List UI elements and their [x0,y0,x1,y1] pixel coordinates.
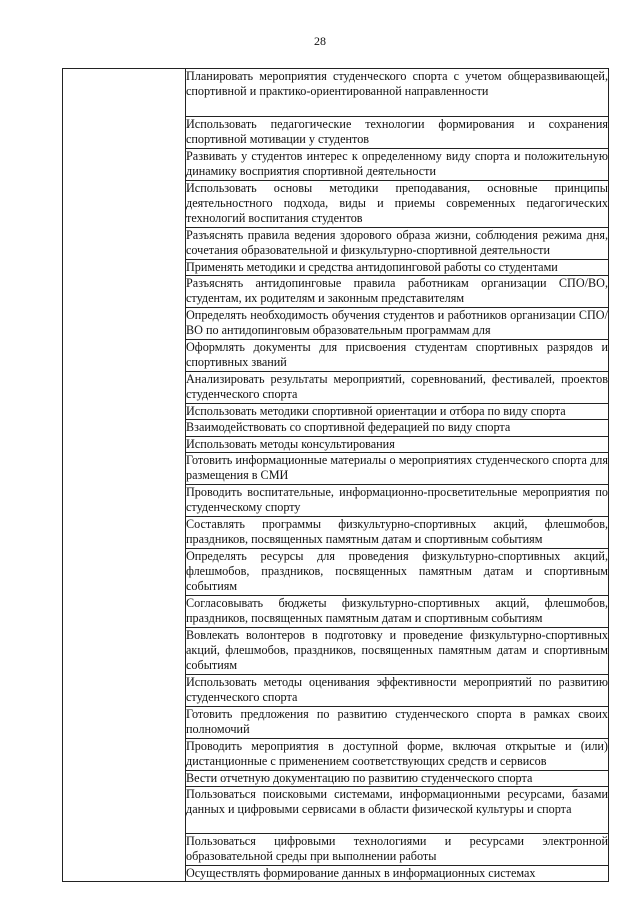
table-cell: Использовать методы оценивания эффективности мероприятий по развитию студенческого спорта [186,674,609,706]
table-cell: Развивать у студентов интерес к определенному виду спорта и положительную динамику восприятия спортивной деятельности [186,149,609,181]
table-cell: Готовить информационные материалы о мероприятиях студенческого спорта для размещения в СМИ [186,452,609,484]
table-cell: Вести отчетную документацию по развитию студенческого спорта [186,770,609,786]
table-cell: Определять необходимость обучения студентов и работников организации СПО/ВО по антидопинговым образовательным программам для [186,308,609,340]
table-cell: Составлять программы физкультурно-спортивных акций, флешмобов, праздников, посвященных памятным датам и спортивным событиям [186,516,609,548]
table-cell: Проводить мероприятия в доступной форме, включая открытые и (или) дистанционные с применением соответствующих средств и сервисов [186,738,609,770]
table-row [63,69,609,117]
table-cell: Пользоваться цифровыми технологиями и ресурсами электронной образовательной среды при выполнении работы [186,834,609,866]
table-cell: Оформлять документы для присвоения студентам спортивных разрядов и спортивных званий [186,340,609,372]
table-cell: Осуществлять формирование данных в информационных системах [186,866,609,882]
skills-table [62,68,609,882]
table-cell: Согласовывать бюджеты физкультурно-спортивных акций, флешмобов, праздников, посвященных памятным датам и спортивным событиям [186,595,609,627]
table-cell: Проводить воспитательные, информационно-просветительные мероприятия по студенческому спорту [186,484,609,516]
table-cell: Пользоваться поисковыми системами, информационными ресурсами, базами данных и цифровыми сервисами в области физической культуры и спорта [186,787,609,834]
table-cell: Разъяснять антидопинговые правила работникам организации СПО/ВО, студентам, их родителям и законным представителям [186,276,609,308]
table-cell: Готовить предложения по развитию студенческого спорта в рамках своих полномочий [186,706,609,738]
table-cell: Использовать методы консультирования [186,436,609,452]
table-cell: Анализировать результаты мероприятий, соревнований, фестивалей, проектов студенческого спорта [186,372,609,404]
table-cell: Использовать педагогические технологии формирования и сохранения спортивной мотивации у студентов [186,117,609,149]
table-cell: Применять методики и средства антидопинговой работы со студентами [186,260,609,276]
table-cell: Вовлекать волонтеров в подготовку и проведение физкультурно-спортивных акций, флешмобов, праздников, посвященных памятным датам и спортивным событиям [186,627,609,674]
table-cell: Взаимодействовать со спортивной федерацией по виду спорта [186,420,609,436]
table-cell: Использовать основы методики преподавания, основные принципы деятельностного подхода, виды и приемы современных педагогических технологий воспитания студентов [186,181,609,228]
table-cell: Разъяснять правила ведения здорового образа жизни, соблюдения режима дня, сочетания образовательной и физкультурно-спортивной деятельности [186,228,609,260]
table-cell: Планировать мероприятия студенческого спорта с учетом общеразвивающей, спортивной и практико-ориентированной направленности [186,69,609,117]
table-cell: Определять ресурсы для проведения физкультурно-спортивных акций, флешмобов, праздников, посвященных памятным датам и спортивным событиям [186,548,609,595]
table-cell: Использовать методики спортивной ориентации и отбора по виду спорта [186,404,609,420]
left-column-cell [63,69,186,882]
page-number: 28 [314,34,326,48]
